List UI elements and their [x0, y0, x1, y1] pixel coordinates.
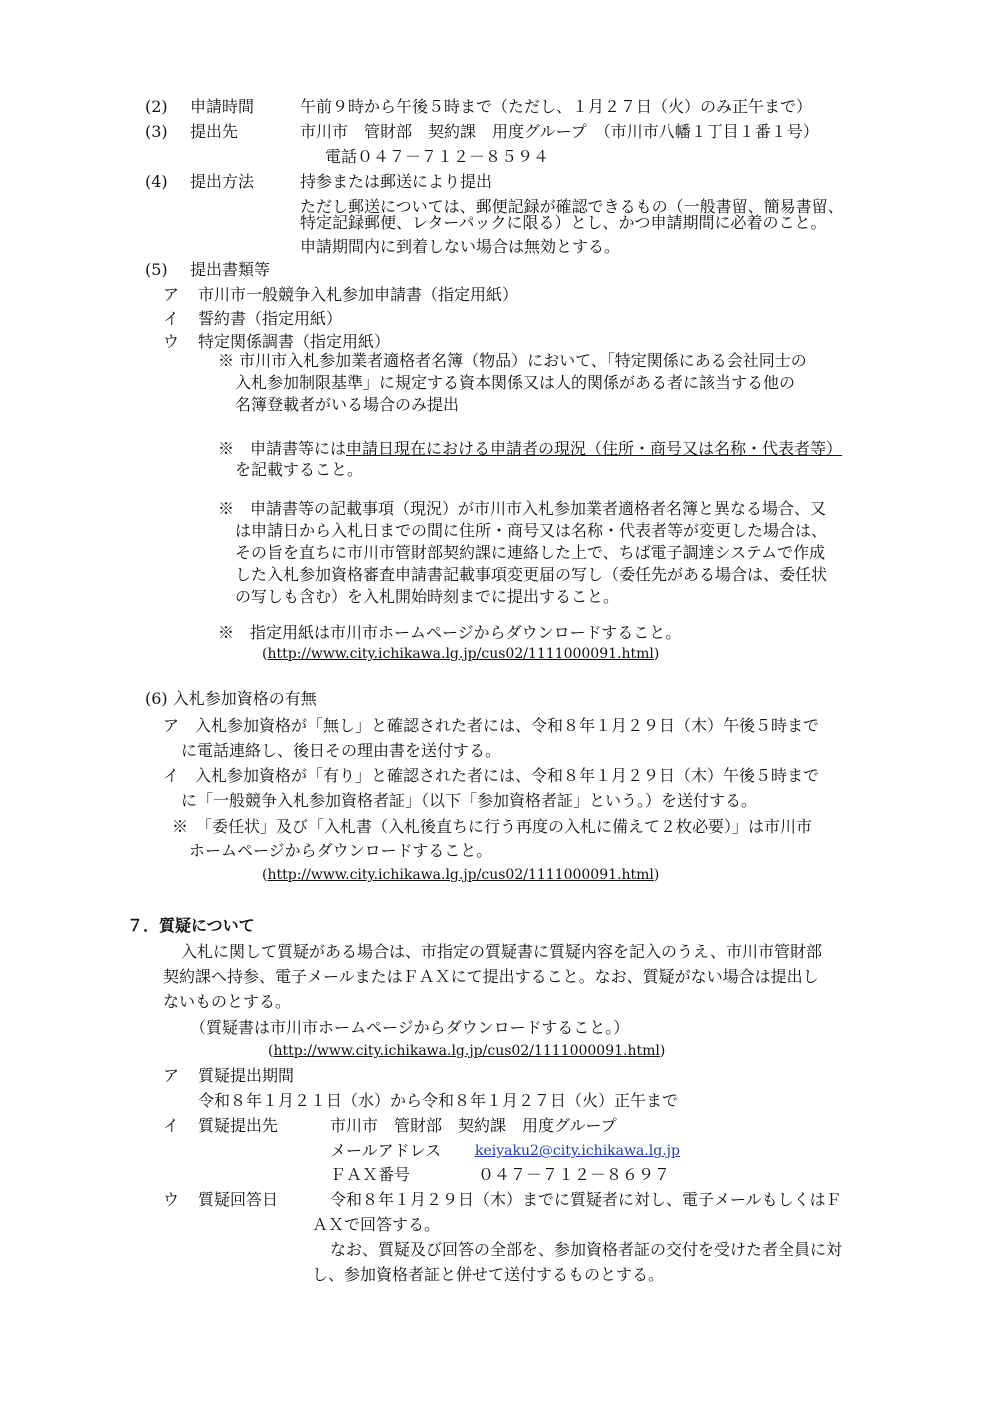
- s5-note1: [218, 438, 842, 460]
- s7-head: ７．質疑について: [127, 916, 255, 935]
- s5-item-text: 誓約書（指定用紙）: [198, 309, 343, 328]
- s7-mail-link[interactable]: keiyaku2@city.ichikawa.lg.jp: [475, 1143, 680, 1159]
- s7-paren: （質疑書は市川市ホームページからダウンロードすること。）: [190, 1018, 630, 1037]
- s7-u-line: し、参加資格者証と併せて送付するものとする。: [312, 1265, 665, 1284]
- s7-body-line: ないものとする。: [163, 992, 292, 1011]
- s7-mail-label: メールアドレス: [330, 1141, 442, 1160]
- s2-label: 申請時間: [190, 97, 255, 116]
- s5-note2-line: その旨を直ちに市川市管財部契約課に連絡した上で、ちば電子調達システムで作成: [235, 543, 826, 562]
- s6-i-line: イ 入札参加資格が「有り」と確認された者には、令和８年１月２９日（木）午後５時まで: [163, 766, 820, 785]
- s2-num: (2): [145, 97, 168, 116]
- s3-text: 市川市 管財部 契約課 用度グループ （市川市八幡１丁目１番１号）: [300, 122, 819, 141]
- s6-url-link[interactable]: http://www.city.ichikawa.lg.jp/cus02/1111000091.html: [267, 867, 654, 883]
- s7-i-label: 質疑提出先: [198, 1116, 279, 1135]
- s7-a-label: 質疑提出期間: [198, 1066, 295, 1085]
- s7-a-mark: ア: [163, 1066, 180, 1085]
- s5-note1-underlined: 申請日現在における申請者の現況（住所・商号又は名称・代表者等）: [346, 439, 843, 458]
- s6-url-line: (http://www.city.ichikawa.lg.jp/cus02/1111000091.html): [262, 867, 660, 883]
- s5-note3: ※ 指定用紙は市川市ホームページからダウンロードすること。: [218, 623, 682, 642]
- s6-i-line: に「一般競争入札参加資格者証」（以下「参加資格者証」という。）を送付する。: [181, 791, 758, 810]
- s7-mail-wrap: [475, 1140, 680, 1162]
- s5-item-mark: イ: [163, 309, 180, 328]
- s5-note2-line: の写しも含む）を入札開始時刻までに提出すること。: [235, 587, 620, 606]
- s5-item-mark: ウ: [163, 332, 180, 351]
- s7-url-link[interactable]: http://www.city.ichikawa.lg.jp/cus02/1111000091.html: [273, 1043, 660, 1059]
- s6-note-line: ※ 「委任状」及び「入札書（入札後直ちに行う再度の入札に備えて２枚必要）」は市川市: [172, 817, 813, 836]
- s5-note-line: ※ 市川市入札参加業者適格者名簿（物品）において、「特定関係にある会社同士の: [218, 351, 807, 370]
- s5-url-line: (http://www.city.ichikawa.lg.jp/cus02/1111000091.html): [262, 646, 660, 662]
- s7-fax: ０４７－７１２－８６９７: [478, 1165, 671, 1184]
- s5-note-line: 名簿登載者がいる場合のみ提出: [235, 395, 460, 414]
- s5-item-mark: ア: [163, 285, 180, 304]
- s6-note-line: ホームページからダウンロードすること。: [189, 841, 493, 860]
- s7-body-line: 入札に関して質疑がある場合は、市指定の質疑書に質疑内容を記入のうえ、市川市管財部: [181, 942, 822, 961]
- s5-item-text: 特定関係調書（指定用紙）: [198, 332, 391, 351]
- s3-label: 提出先: [190, 122, 239, 141]
- s4-line: ただし郵送については、郵便記録が確認できるもの（一般書留、簡易書留、: [300, 197, 844, 216]
- s6-a-line: に電話連絡し、後日その理由書を送付する。: [181, 741, 502, 760]
- s4-num: (4): [145, 172, 168, 191]
- s4-label: 提出方法: [190, 172, 255, 191]
- s7-u-line: ＡＸで回答する。: [312, 1215, 441, 1234]
- s4-line: 持参または郵送により提出: [300, 172, 493, 191]
- s5-note2-line: は申請日から入札日までの間に住所・商号又は名称・代表者等が変更した場合は、: [235, 521, 828, 540]
- s5-item-text: 市川市一般競争入札参加申請書（指定用紙）: [198, 285, 519, 304]
- s7-u-mark: ウ: [163, 1190, 180, 1209]
- s7-i-mark: イ: [163, 1116, 180, 1135]
- s4-line: 特定記録郵便、レターパックに限る）とし、かつ申請期間に必着のこと。: [300, 213, 827, 232]
- s4-line: 申請期間内に到着しない場合は無効とする。: [300, 237, 621, 256]
- s5-note2-line: した入札参加資格審査申請書記載事項変更届の写し（委任先がある場合は、委任状: [235, 565, 828, 584]
- s7-i-text: 市川市 管財部 契約課 用度グループ: [330, 1116, 617, 1135]
- s2-text: 午前９時から午後５時まで（ただし、１月２７日（火）のみ正午まで）: [300, 97, 813, 116]
- s5-url-link[interactable]: http://www.city.ichikawa.lg.jp/cus02/1111000091.html: [267, 646, 654, 662]
- s5-note-line: 入札参加制限基準」に規定する資本関係又は人的関係がある者に該当する他の: [235, 373, 796, 392]
- s3-phone: 電話０４７－７１２－８５９４: [325, 147, 550, 166]
- s5-note2-line: ※ 申請書等の記載事項（現況）が市川市入札参加業者適格者名簿と異なる場合、又: [218, 499, 827, 518]
- s3-num: (3): [145, 122, 168, 141]
- s5-num: (5): [145, 260, 168, 279]
- s7-u-label: 質疑回答日: [198, 1190, 279, 1209]
- s7-a-text: 令和８年１月２１日（水）から令和８年１月２７日（火）正午まで: [198, 1091, 679, 1110]
- s6-head: (6) 入札参加資格の有無: [145, 689, 317, 708]
- s7-u-line: 令和８年１月２９日（木）までに質疑者に対し、電子メールもしくはＦ: [330, 1190, 842, 1209]
- s7-u-line: なお、質疑及び回答の全部を、参加資格者証の交付を受けた者全員に対: [330, 1240, 843, 1259]
- s5-label: 提出書類等: [190, 260, 271, 279]
- s5-note1-tail: を記載すること。: [235, 460, 364, 479]
- s7-url-line: (http://www.city.ichikawa.lg.jp/cus02/1111000091.html): [268, 1043, 666, 1059]
- s7-body-line: 契約課へ持参、電子メールまたはＦＡＸにて提出すること。なお、質疑がない場合は提出し: [163, 967, 819, 986]
- s7-fax-label: ＦＡＸ番号: [330, 1165, 411, 1184]
- s5-note1-lead: ※ 申請書等には: [218, 439, 347, 458]
- s6-a-line: ア 入札参加資格が「無し」と確認された者には、令和８年１月２９日（木）午後５時まで: [163, 716, 820, 735]
